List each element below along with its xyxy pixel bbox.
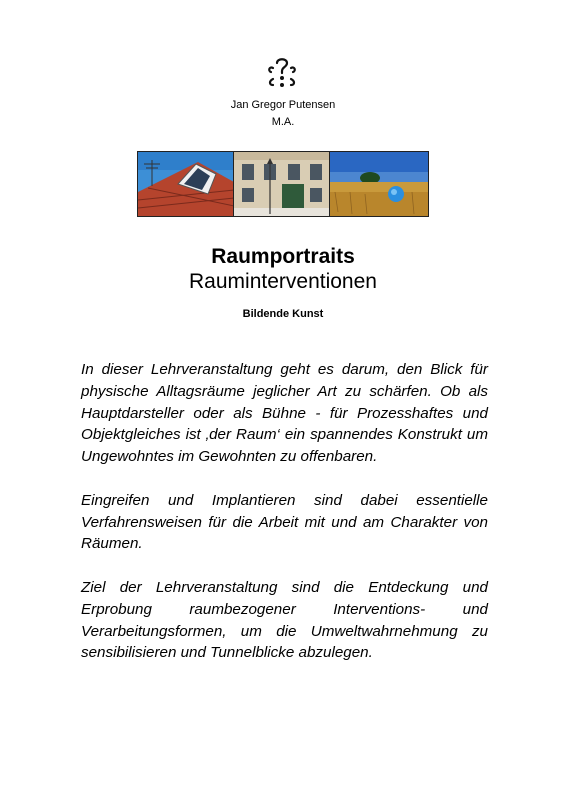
page-title: Raumportraits bbox=[211, 245, 355, 268]
paragraph: Eingreifen und Implantieren sind dabei essentielle Verfahrensweisen für die Arbeit mit und am Charakter von Räumen. bbox=[81, 491, 488, 553]
category-label: Bildende Kunst bbox=[242, 308, 324, 320]
building-facade-photo bbox=[233, 152, 328, 216]
wheat-field-globe-photo bbox=[329, 152, 428, 216]
paragraph: Ziel der Lehrveranstaltung sind die Entdeckung und Erprobung raumbezogener Interventions- und Verarbeitungsformen, um die Umweltwahrnehmung zu sensibilisieren und Tunnelblicke abzulegen. bbox=[81, 578, 488, 662]
author-degree: M.A. bbox=[271, 116, 295, 128]
body-text bbox=[81, 359, 488, 686]
paragraph: In dieser Lehrveranstaltung geht es darum, den Blick für physische Alltagsräume jeglicher Art zu schärfen. Ob als Hauptdarsteller oder als Bühne - für Prozesshaftes und Objektgleiches ist ‚der Raum‘ ein spannendes Konstrukt um Ungewohntes im Gewohnten zu offenbaren. bbox=[81, 361, 488, 466]
author-name: Jan Gregor Putensen bbox=[230, 99, 336, 111]
page-subtitle: Rauminterventionen bbox=[189, 270, 377, 293]
photo-strip bbox=[137, 151, 429, 217]
rooftop-skylight-photo bbox=[138, 152, 233, 216]
ornament-logo-icon bbox=[264, 54, 300, 90]
